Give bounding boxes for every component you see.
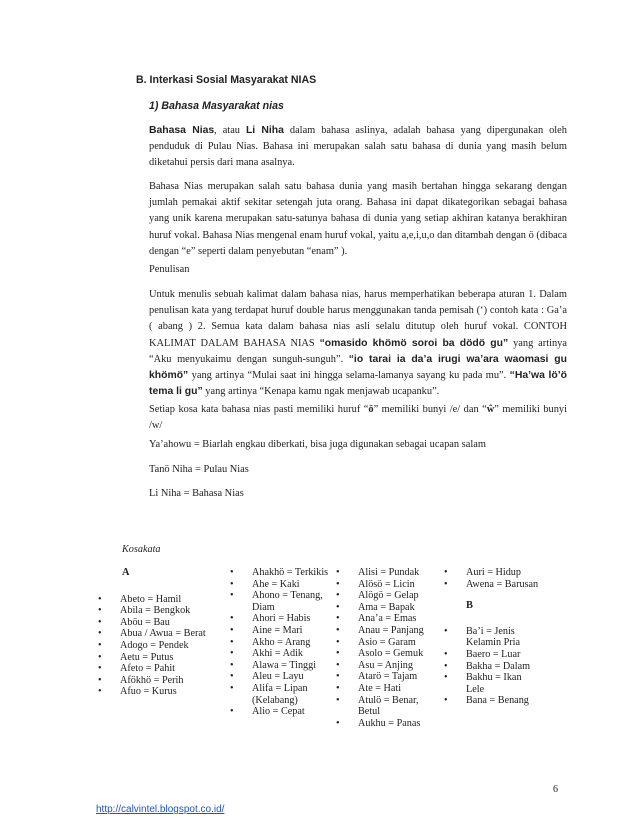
vocab-item: • Bakha = Dalam xyxy=(442,661,540,673)
vocab-list-4b xyxy=(442,626,540,707)
vocab-item: • Atarö = Tajam xyxy=(334,671,440,683)
vocab-item: • Abila = Bengkok xyxy=(96,605,218,617)
vocab-item: • Bakhu = Ikan Lele xyxy=(442,672,540,695)
letter-o-umlaut: ö xyxy=(368,404,374,415)
paragraph-intro xyxy=(149,123,567,172)
vocab-item: • Ahakhö = Terkikis xyxy=(228,567,336,579)
vocab-column-b xyxy=(442,567,540,707)
vocab-item: • Ahono = Tenang, Diam xyxy=(228,590,336,613)
vocab-item: • Anau = Panjang xyxy=(334,625,440,637)
vocab-item: • Awena = Barusan xyxy=(442,579,540,591)
vocab-column-a xyxy=(96,567,218,698)
vocab-item: • Alio = Cepat xyxy=(228,706,336,718)
vocab-item: • Ama = Bapak xyxy=(334,602,440,614)
term-bahasa-nias: Bahasa Nias xyxy=(149,125,215,136)
vocab-item: • Atulö = Benar, Betul xyxy=(334,695,440,718)
vocab-column-2 xyxy=(228,567,336,718)
line-yaahowu: Ya’ahowu = Biarlah engkau diberkati, bisa juga digunakan sebagai ucapan salam xyxy=(149,439,486,450)
vocab-item: • Baero = Luar xyxy=(442,649,540,661)
vocab-item: • Abeto = Hamil xyxy=(96,594,218,606)
vocab-item: • Aetu = Putus xyxy=(96,652,218,664)
vocab-item: • Ba’i = Jenis Kelamin Pria xyxy=(442,626,540,649)
vocab-column-3 xyxy=(334,567,440,729)
text-span: dalam bahasa aslinya, adalah bahasa yang dipergunakan oleh penduduk di Pulau Nias. Bahasa ini merupakan salah satu bahasa di dunia yang masih belum diketahui persis dari mana asalnya. xyxy=(149,125,567,169)
letter-w-circumflex: ŵ xyxy=(486,404,495,415)
vocab-item: • Alögö = Gelap xyxy=(334,590,440,602)
example-sentence-2: “io tarai ia da’a irugi wa’ara waomasi gu khömö” xyxy=(149,353,567,382)
footer-blog-link[interactable]: http://calvintel.blogspot.co.id/ xyxy=(96,804,225,815)
subsection-heading: 1) Bahasa Masyarakat nias xyxy=(149,100,284,112)
vocab-item: • Asolo = Gemuk xyxy=(334,648,440,660)
vocab-item: • Aböu = Bau xyxy=(96,617,218,629)
text-span: yang artinya “Kenapa kamu ngak menjawab ucapanku”. xyxy=(202,386,440,398)
vocab-item: • Abua / Awua = Berat xyxy=(96,628,218,640)
section-heading: B. Interkasi Sosial Masyarakat NIAS xyxy=(136,74,317,86)
vocab-item: • Aine = Mari xyxy=(228,625,336,637)
line-li-niha: Li Niha = Bahasa Nias xyxy=(149,488,244,499)
vocab-item: • Akho = Arang xyxy=(228,637,336,649)
paragraph-description: Bahasa Nias merupakan salah satu bahasa dunia yang masih bertahan hingga sekarang dengan jumlah pemakai aktif sekitar setengah juta orang. Bahasa ini dapat dikategorikan sebagai bahasa yang unik karena merupakan satu-satunya bahasa di dunia yang setiap akhiran katanya berakhiran huruf vokal. Bahasa Nias mengenal enam huruf vokal, yaitu a,e,i,u,o dan ditambah dengan ö (dibaca dengan “e” seperti dalam penyebutan “enam” ). xyxy=(149,181,567,257)
text-span: yang artinya “Mulai saat ini hingga selama-lamanya sayang ku pada mu”. xyxy=(188,370,510,382)
line-tano-niha: Tanö Niha = Pulau Nias xyxy=(149,464,249,475)
vocab-list-1 xyxy=(96,594,218,698)
vocab-item: • Alawa = Tinggi xyxy=(228,660,336,672)
vocab-item: • Alösö = Licin xyxy=(334,579,440,591)
vocab-item: • Asu = Anjing xyxy=(334,660,440,672)
vocab-item: • Afuo = Kurus xyxy=(96,686,218,698)
column-heading-a: A xyxy=(122,567,130,578)
example-sentence-1: “omasido khömö soroi ba dödö gu” xyxy=(319,337,509,349)
text-span: ” memiliki bunyi /w/ xyxy=(149,404,568,432)
vocab-item: • Bana = Benang xyxy=(442,695,540,707)
kosakata-title: Kosakata xyxy=(122,544,161,555)
vocab-item: • Alifa = Lipan (Kelabang) xyxy=(228,683,336,706)
vocab-item: • Auri = Hidup xyxy=(442,567,540,579)
paragraph-phonetics xyxy=(149,402,567,434)
example-sentence-3: “Ha’wa lö’ö tema li gu” xyxy=(149,370,567,398)
vocab-item: • Ahori = Habis xyxy=(228,613,336,625)
vocab-list-4a xyxy=(442,567,540,590)
text-span: ” memiliki bunyi /e/ dan “ xyxy=(373,404,487,415)
text-span: , atau xyxy=(214,125,246,136)
vocab-item: • Aleu = Layu xyxy=(228,671,336,683)
text-span: Setiap kosa kata bahasa nias pasti memiliki huruf “ xyxy=(149,404,369,415)
vocab-item: • Asio = Garam xyxy=(334,637,440,649)
vocab-item: • Ahe = Kaki xyxy=(228,579,336,591)
vocab-item: • Ana’a = Emas xyxy=(334,613,440,625)
text-span: Untuk menulis sebuah kalimat dalam bahasa nias, harus memperhatikan beberapa aturan 1. Dalam penulisan kata yang terdapat huruf double harus menggunakan tanda pemisah (‘) contoh kata : Ga’a ( abang ) 2. Semua kata dalam bahasa nias asli selalu ditutup oleh huruf vokal. CONTOH KALIMAT DALAM BAHASA NIAS xyxy=(149,289,567,349)
vocab-item: • Aukhu = Panas xyxy=(334,718,440,730)
page-number: 6 xyxy=(553,784,558,795)
vocab-item: • Akhi = Adik xyxy=(228,648,336,660)
text-span: yang artinya “Aku menyukaimu dengan sunguh-sunguh”. xyxy=(149,337,567,365)
paragraph-rules xyxy=(149,287,567,400)
term-li-niha: Li Niha xyxy=(245,125,284,136)
penulisan-label: Penulisan xyxy=(149,264,190,275)
column-heading-b: B xyxy=(466,600,473,612)
vocab-item: • Alisi = Pundak xyxy=(334,567,440,579)
vocab-item: • Afeto = Pahit xyxy=(96,663,218,675)
vocab-item: • Adogo = Pendek xyxy=(96,640,218,652)
vocab-item: • Ate = Hati xyxy=(334,683,440,695)
vocab-list-2 xyxy=(228,567,336,718)
vocab-list-3 xyxy=(334,567,440,729)
vocab-item: • Afökhö = Perih xyxy=(96,675,218,687)
